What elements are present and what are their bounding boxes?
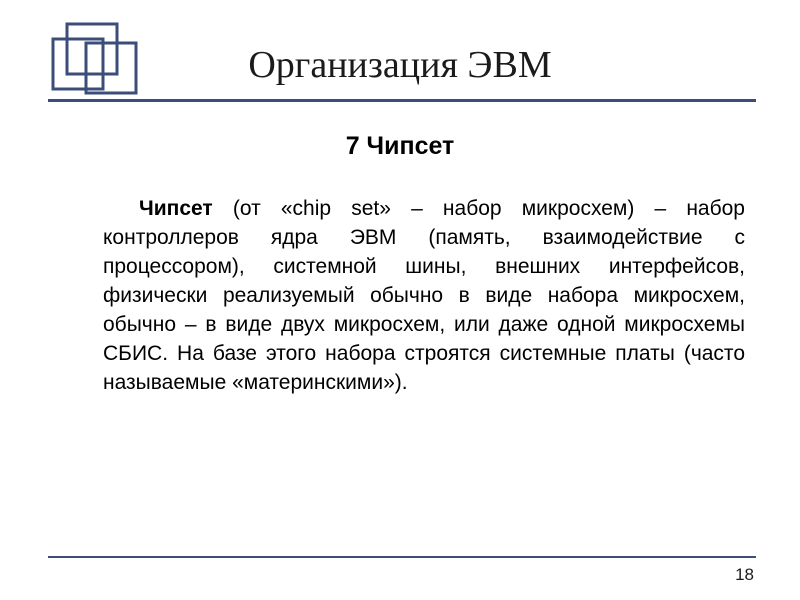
term-highlight: Чипсет [139, 197, 213, 220]
page-number: 18 [735, 565, 754, 584]
title-divider [48, 99, 756, 102]
paragraph-text: (от «chip set» – набор микросхем) – набор контроллеров ядра ЭВМ (память, взаимодействие с процессором), системной шины, внешних интерфейсов, физически реализуемый обычно в виде набора микросхем, обычно – в виде двух микросхем, или даже одной микросхемы СБИС. На базе этого набора строятся системные платы (часто называемые «материнскими»). [103, 197, 745, 394]
slide-title: Организация ЭВМ [248, 44, 552, 86]
body-paragraph [103, 194, 745, 397]
section-heading: 7 Чипсет [345, 132, 455, 160]
footer-divider [48, 556, 756, 558]
